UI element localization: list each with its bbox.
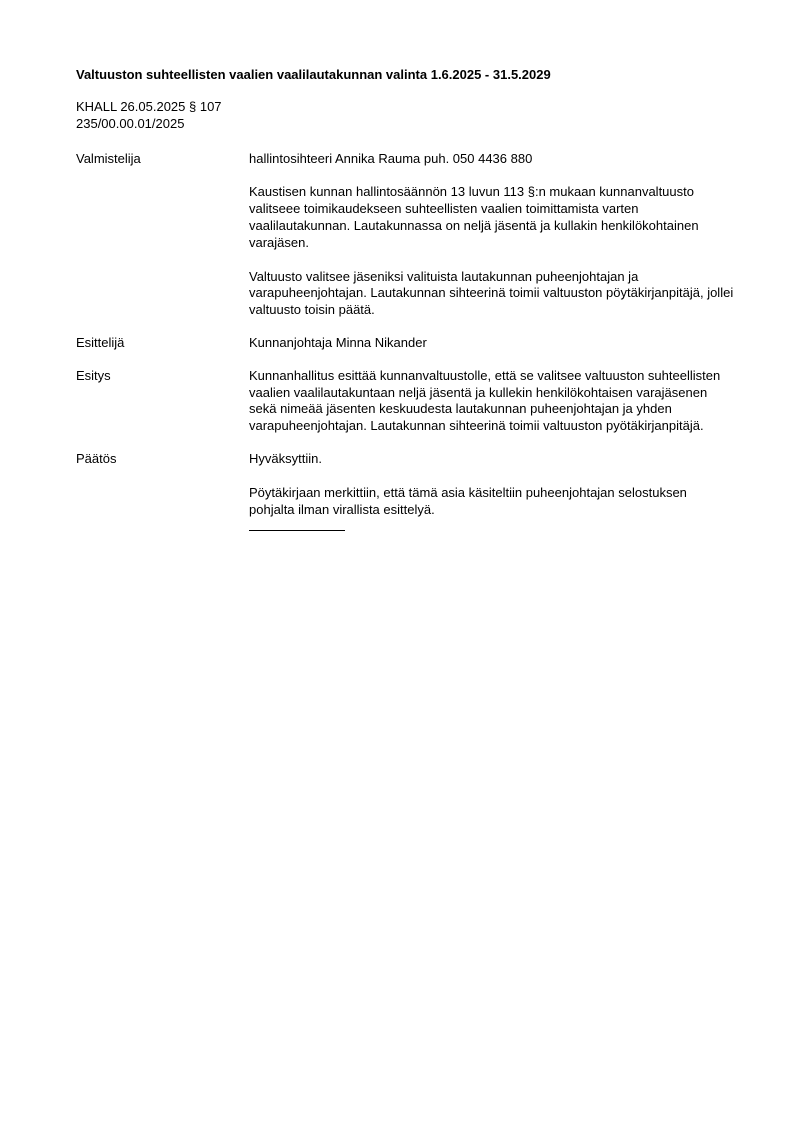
section-esittelija bbox=[76, 335, 736, 352]
body-paragraph: Kaustisen kunnan hallintosäännön 13 luvun 113 §:n mukaan kunnanvaltuusto valitseee toimikaudekseen suhteellisten vaalien toimittamista varten vaalilautakunnan. Lautakunnassa on neljä jäsentä ja kullakin henkilökohtainen varajäsen. bbox=[249, 184, 699, 250]
section-esitys bbox=[76, 368, 736, 435]
preparer-line: hallintosihteeri Annika Rauma puh. 050 4436 880 bbox=[249, 150, 533, 166]
record-number: 235/00.00.01/2025 bbox=[76, 115, 185, 131]
section-label-esittelija: Esittelijä bbox=[76, 334, 125, 350]
meeting-reference: KHALL 26.05.2025 § 107 bbox=[76, 99, 222, 114]
section-label-esitys: Esitys bbox=[76, 367, 111, 383]
end-rule bbox=[249, 530, 345, 531]
section-paatos bbox=[76, 451, 736, 531]
presenter-line: Kunnanjohtaja Minna Nikander bbox=[249, 334, 427, 350]
section-label-paatos: Päätös bbox=[76, 450, 117, 466]
section-content-esittelija bbox=[249, 335, 736, 352]
minutes-note: Pöytäkirjaan merkittiin, että tämä asia käsiteltiin puheenjohtajan selostuksen pohjalta ilman virallista esittelyä. bbox=[249, 484, 687, 517]
section-valmistelija bbox=[76, 151, 736, 319]
document-title: Valtuuston suhteellisten vaalien vaalilautakunnan valinta 1.6.2025 - 31.5.2029 bbox=[76, 67, 551, 82]
section-content-esitys bbox=[249, 368, 736, 435]
reference-block bbox=[76, 99, 736, 133]
decision-line: Hyväksyttiin. bbox=[249, 450, 322, 466]
body-paragraph: Valtuusto valitsee jäseniksi valituista lautakunnan puheenjohtajan ja varapuheenjohtajan. Lautakunnan sihteerinä toimii valtuuston pöytäkirjanpitäjä, jollei valtuusto toisin päätä. bbox=[249, 268, 734, 318]
section-content-valmistelija bbox=[249, 151, 736, 319]
document-page bbox=[76, 66, 736, 531]
section-content-paatos bbox=[249, 451, 736, 531]
proposal-paragraph: Kunnanhallitus esittää kunnanvaltuustolle, että se valitsee valtuuston suhteellisten vaalien vaalilautakuntaan neljä jäsentä ja kullekin henkilökohtaisen varajäsenen sekä nimeää jäsenten keskuudesta lautakunnan puheenjohtajan ja yhden varapuheenjohtajan. Lautakunnan sihteerinä toimii valtuuston pyötäkirjanpitäjä. bbox=[249, 367, 721, 434]
section-label-valmistelija: Valmistelija bbox=[76, 150, 141, 166]
